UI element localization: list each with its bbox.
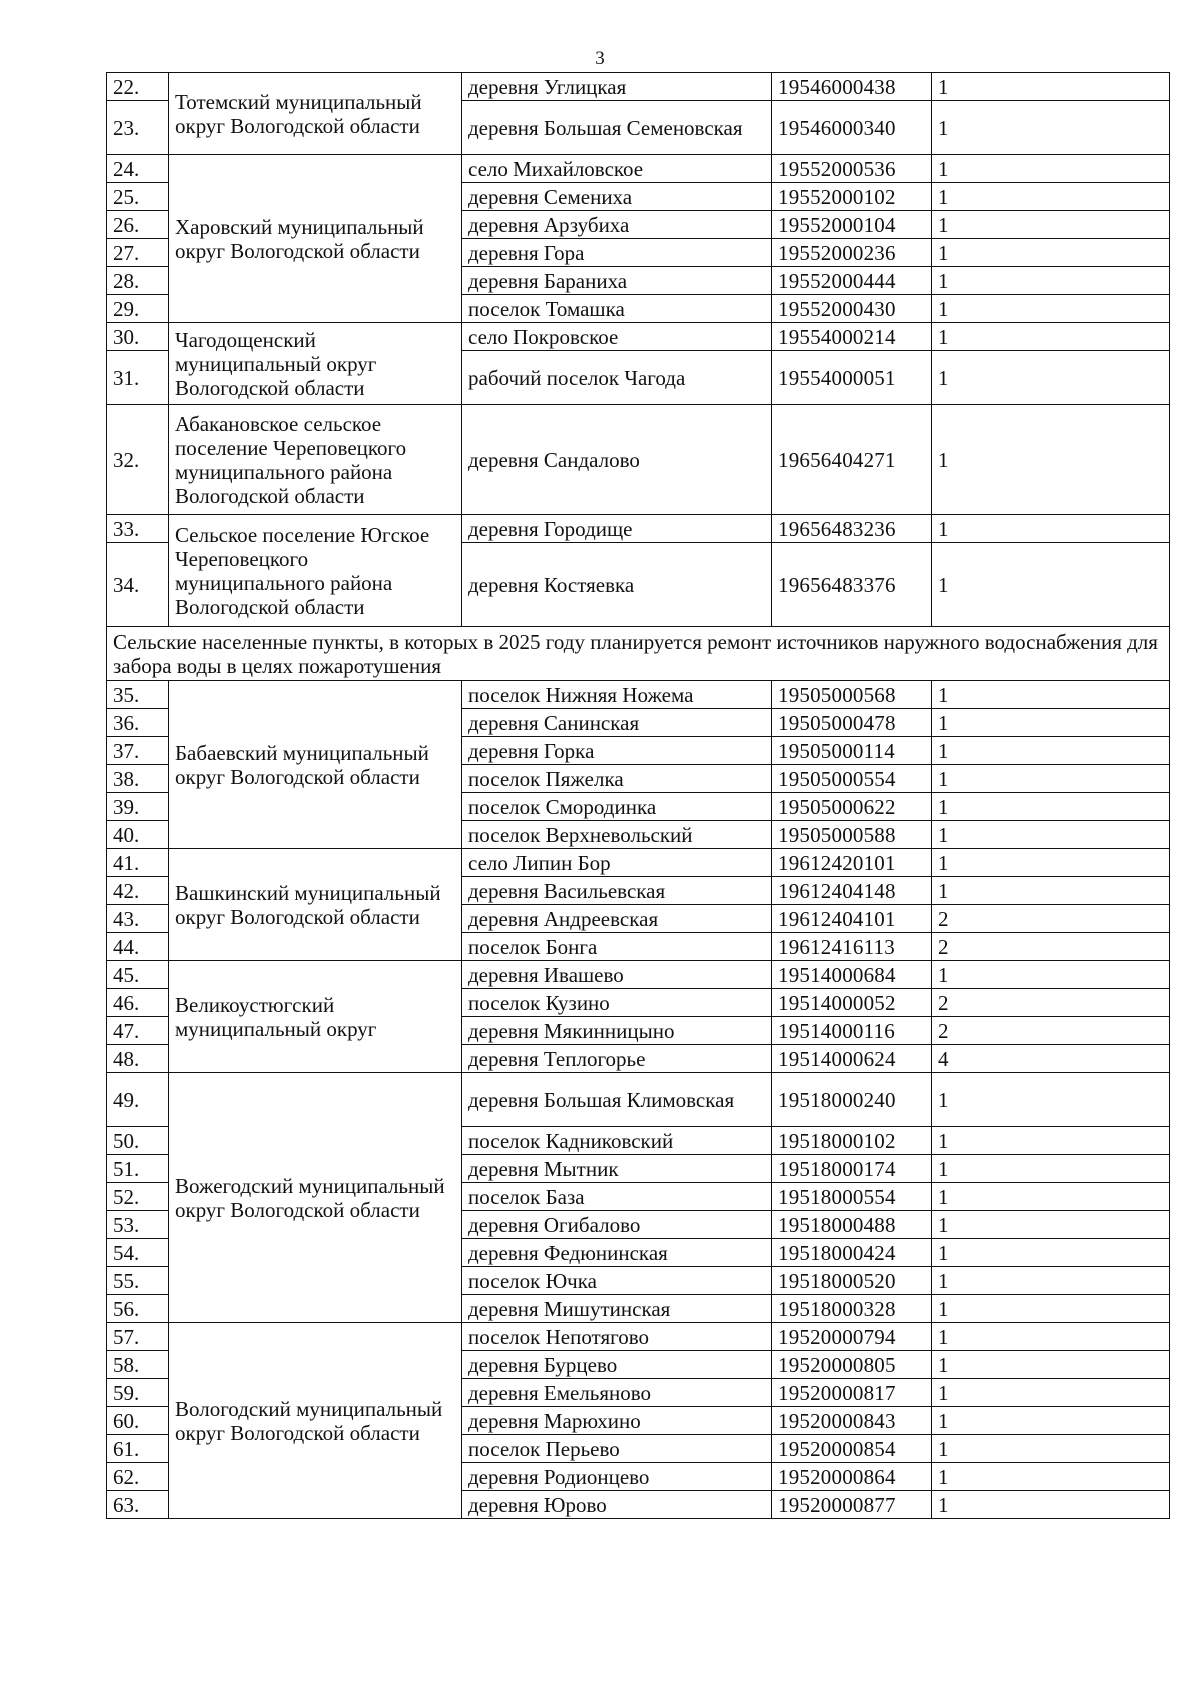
row-number: 22. (107, 73, 169, 101)
municipality-cell: Вожегодский муниципальный округ Вологодской области (169, 1073, 462, 1323)
row-number: 44. (107, 933, 169, 961)
quantity: 1 (932, 155, 1170, 183)
row-number: 30. (107, 323, 169, 351)
quantity: 1 (932, 211, 1170, 239)
row-number: 28. (107, 267, 169, 295)
settlement-code: 19505000568 (772, 681, 932, 709)
settlement-code: 19505000588 (772, 821, 932, 849)
quantity: 1 (932, 1155, 1170, 1183)
settlement-code: 19554000214 (772, 323, 932, 351)
settlement-code: 19546000438 (772, 73, 932, 101)
municipality-cell: Чагодощенский муниципальный округ Вологодской области (169, 323, 462, 405)
settlement-name: поселок Ючка (462, 1267, 772, 1295)
row-number: 59. (107, 1379, 169, 1407)
quantity: 1 (932, 1463, 1170, 1491)
quantity: 1 (932, 793, 1170, 821)
municipality-cell: Тотемский муниципальный округ Вологодской области (169, 73, 462, 155)
quantity: 1 (932, 295, 1170, 323)
settlement-name: рабочий поселок Чагода (462, 351, 772, 405)
row-number: 29. (107, 295, 169, 323)
settlement-name: село Михайловское (462, 155, 772, 183)
settlement-code: 19520000877 (772, 1491, 932, 1519)
settlement-name: поселок Кузино (462, 989, 772, 1017)
settlements-table-body (107, 73, 1170, 1519)
table-row (107, 73, 1170, 101)
municipality-cell: Бабаевский муниципальный округ Вологодской области (169, 681, 462, 849)
quantity: 1 (932, 1183, 1170, 1211)
table-row (107, 1073, 1170, 1127)
quantity: 2 (932, 905, 1170, 933)
settlement-name: деревня Бараниха (462, 267, 772, 295)
municipality-cell: Великоустюгский муниципальный округ (169, 961, 462, 1073)
settlement-code: 19518000174 (772, 1155, 932, 1183)
settlement-code: 19518000102 (772, 1127, 932, 1155)
settlement-name: деревня Большая Семеновская (462, 101, 772, 155)
settlement-name: село Покровское (462, 323, 772, 351)
table-row (107, 515, 1170, 543)
settlement-code: 19552000236 (772, 239, 932, 267)
municipality-cell: Харовский муниципальный округ Вологодской области (169, 155, 462, 323)
quantity: 2 (932, 933, 1170, 961)
settlement-name: деревня Большая Климовская (462, 1073, 772, 1127)
settlement-code: 19656483376 (772, 543, 932, 627)
table-row (107, 849, 1170, 877)
quantity: 1 (932, 1407, 1170, 1435)
quantity: 1 (932, 765, 1170, 793)
row-number: 41. (107, 849, 169, 877)
row-number: 62. (107, 1463, 169, 1491)
section-heading: Сельские населенные пункты, в которых в 2025 году планируется ремонт источников наружного водоснабжения для забора воды в целях пожаротушения (107, 627, 1170, 681)
quantity: 1 (932, 515, 1170, 543)
row-number: 42. (107, 877, 169, 905)
settlement-name: деревня Огибалово (462, 1211, 772, 1239)
settlement-name: деревня Мякинницыно (462, 1017, 772, 1045)
settlement-name: деревня Мытник (462, 1155, 772, 1183)
row-number: 27. (107, 239, 169, 267)
quantity: 1 (932, 1127, 1170, 1155)
municipality-cell: Сельское поселение Югское Череповецкого муниципального района Вологодской области (169, 515, 462, 627)
settlement-code: 19520000864 (772, 1463, 932, 1491)
settlement-name: деревня Мишутинская (462, 1295, 772, 1323)
quantity: 1 (932, 737, 1170, 765)
settlement-code: 19520000854 (772, 1435, 932, 1463)
quantity: 1 (932, 1379, 1170, 1407)
settlement-code: 19514000684 (772, 961, 932, 989)
settlement-name: поселок Верхневольский (462, 821, 772, 849)
settlement-name: деревня Углицкая (462, 73, 772, 101)
settlement-name: деревня Федюнинская (462, 1239, 772, 1267)
settlement-code: 19514000052 (772, 989, 932, 1017)
settlement-name: поселок Пяжелка (462, 765, 772, 793)
settlement-name: деревня Андреевская (462, 905, 772, 933)
settlement-code: 19518000520 (772, 1267, 932, 1295)
settlement-code: 19505000554 (772, 765, 932, 793)
settlement-code: 19518000488 (772, 1211, 932, 1239)
row-number: 39. (107, 793, 169, 821)
row-number: 55. (107, 1267, 169, 1295)
settlement-name: деревня Санинская (462, 709, 772, 737)
settlement-code: 19518000554 (772, 1183, 932, 1211)
quantity: 1 (932, 1239, 1170, 1267)
settlement-code: 19514000116 (772, 1017, 932, 1045)
municipality-cell: Абакановское сельское поселение Череповецкого муниципального района Вологодской области (169, 405, 462, 515)
settlement-name: деревня Бурцево (462, 1351, 772, 1379)
settlement-name: деревня Марюхино (462, 1407, 772, 1435)
settlement-code: 19520000794 (772, 1323, 932, 1351)
settlement-name: деревня Сандалово (462, 405, 772, 515)
quantity: 1 (932, 1351, 1170, 1379)
section-row (107, 627, 1170, 681)
settlement-name: поселок Томашка (462, 295, 772, 323)
settlement-name: деревня Семениха (462, 183, 772, 211)
settlement-name: деревня Арзубиха (462, 211, 772, 239)
row-number: 25. (107, 183, 169, 211)
table-row (107, 323, 1170, 351)
quantity: 1 (932, 73, 1170, 101)
row-number: 37. (107, 737, 169, 765)
settlement-code: 19552000536 (772, 155, 932, 183)
settlement-code: 19612404101 (772, 905, 932, 933)
settlement-name: деревня Горка (462, 737, 772, 765)
quantity: 2 (932, 1017, 1170, 1045)
row-number: 52. (107, 1183, 169, 1211)
settlement-name: поселок Бонга (462, 933, 772, 961)
settlement-code: 19552000444 (772, 267, 932, 295)
table-row (107, 681, 1170, 709)
settlements-table (106, 72, 1170, 1519)
row-number: 47. (107, 1017, 169, 1045)
settlement-code: 19656404271 (772, 405, 932, 515)
quantity: 4 (932, 1045, 1170, 1073)
municipality-cell: Вологодский муниципальный округ Вологодской области (169, 1323, 462, 1519)
settlement-name: поселок Непотягово (462, 1323, 772, 1351)
settlement-code: 19552000102 (772, 183, 932, 211)
quantity: 2 (932, 989, 1170, 1017)
row-number: 48. (107, 1045, 169, 1073)
quantity: 1 (932, 351, 1170, 405)
municipality-cell: Вашкинский муниципальный округ Вологодской области (169, 849, 462, 961)
row-number: 51. (107, 1155, 169, 1183)
row-number: 46. (107, 989, 169, 1017)
settlement-code: 19546000340 (772, 101, 932, 155)
table-row (107, 155, 1170, 183)
settlement-name: деревня Городище (462, 515, 772, 543)
settlement-name: деревня Теплогорье (462, 1045, 772, 1073)
settlement-code: 19552000430 (772, 295, 932, 323)
settlement-code: 19518000328 (772, 1295, 932, 1323)
settlement-name: деревня Ивашево (462, 961, 772, 989)
row-number: 38. (107, 765, 169, 793)
row-number: 56. (107, 1295, 169, 1323)
quantity: 1 (932, 323, 1170, 351)
quantity: 1 (932, 405, 1170, 515)
quantity: 1 (932, 239, 1170, 267)
quantity: 1 (932, 849, 1170, 877)
row-number: 61. (107, 1435, 169, 1463)
quantity: 1 (932, 1323, 1170, 1351)
settlement-code: 19518000240 (772, 1073, 932, 1127)
table-row (107, 1323, 1170, 1351)
row-number: 34. (107, 543, 169, 627)
settlement-code: 19612420101 (772, 849, 932, 877)
settlement-name: деревня Костяевка (462, 543, 772, 627)
row-number: 63. (107, 1491, 169, 1519)
settlement-code: 19520000805 (772, 1351, 932, 1379)
row-number: 57. (107, 1323, 169, 1351)
settlement-name: поселок Смородинка (462, 793, 772, 821)
row-number: 50. (107, 1127, 169, 1155)
row-number: 60. (107, 1407, 169, 1435)
quantity: 1 (932, 1073, 1170, 1127)
row-number: 32. (107, 405, 169, 515)
settlement-name: поселок База (462, 1183, 772, 1211)
quantity: 1 (932, 821, 1170, 849)
settlement-name: деревня Родионцево (462, 1463, 772, 1491)
quantity: 1 (932, 961, 1170, 989)
settlement-code: 19505000114 (772, 737, 932, 765)
settlement-code: 19514000624 (772, 1045, 932, 1073)
quantity: 1 (932, 877, 1170, 905)
table-row (107, 405, 1170, 515)
page-number: 3 (595, 48, 605, 69)
row-number: 33. (107, 515, 169, 543)
row-number: 36. (107, 709, 169, 737)
settlement-code: 19612416113 (772, 933, 932, 961)
quantity: 1 (932, 183, 1170, 211)
settlement-name: деревня Емельяново (462, 1379, 772, 1407)
settlement-code: 19520000817 (772, 1379, 932, 1407)
settlement-name: поселок Нижняя Ножема (462, 681, 772, 709)
quantity: 1 (932, 267, 1170, 295)
quantity: 1 (932, 101, 1170, 155)
settlement-name: деревня Гора (462, 239, 772, 267)
row-number: 49. (107, 1073, 169, 1127)
row-number: 31. (107, 351, 169, 405)
settlement-name: поселок Перьево (462, 1435, 772, 1463)
settlement-code: 19505000622 (772, 793, 932, 821)
row-number: 58. (107, 1351, 169, 1379)
quantity: 1 (932, 1211, 1170, 1239)
row-number: 54. (107, 1239, 169, 1267)
row-number: 23. (107, 101, 169, 155)
settlement-code: 19520000843 (772, 1407, 932, 1435)
quantity: 1 (932, 1295, 1170, 1323)
settlement-code: 19505000478 (772, 709, 932, 737)
settlement-name: деревня Юрово (462, 1491, 772, 1519)
settlement-code: 19656483236 (772, 515, 932, 543)
row-number: 53. (107, 1211, 169, 1239)
row-number: 24. (107, 155, 169, 183)
settlement-name: деревня Васильевская (462, 877, 772, 905)
row-number: 45. (107, 961, 169, 989)
quantity: 1 (932, 1491, 1170, 1519)
quantity: 1 (932, 543, 1170, 627)
row-number: 35. (107, 681, 169, 709)
settlement-name: село Липин Бор (462, 849, 772, 877)
quantity: 1 (932, 709, 1170, 737)
row-number: 40. (107, 821, 169, 849)
settlement-code: 19518000424 (772, 1239, 932, 1267)
row-number: 43. (107, 905, 169, 933)
settlement-code: 19552000104 (772, 211, 932, 239)
row-number: 26. (107, 211, 169, 239)
settlement-code: 19612404148 (772, 877, 932, 905)
quantity: 1 (932, 1435, 1170, 1463)
settlement-name: поселок Кадниковский (462, 1127, 772, 1155)
settlement-code: 19554000051 (772, 351, 932, 405)
quantity: 1 (932, 1267, 1170, 1295)
table-row (107, 961, 1170, 989)
quantity: 1 (932, 681, 1170, 709)
